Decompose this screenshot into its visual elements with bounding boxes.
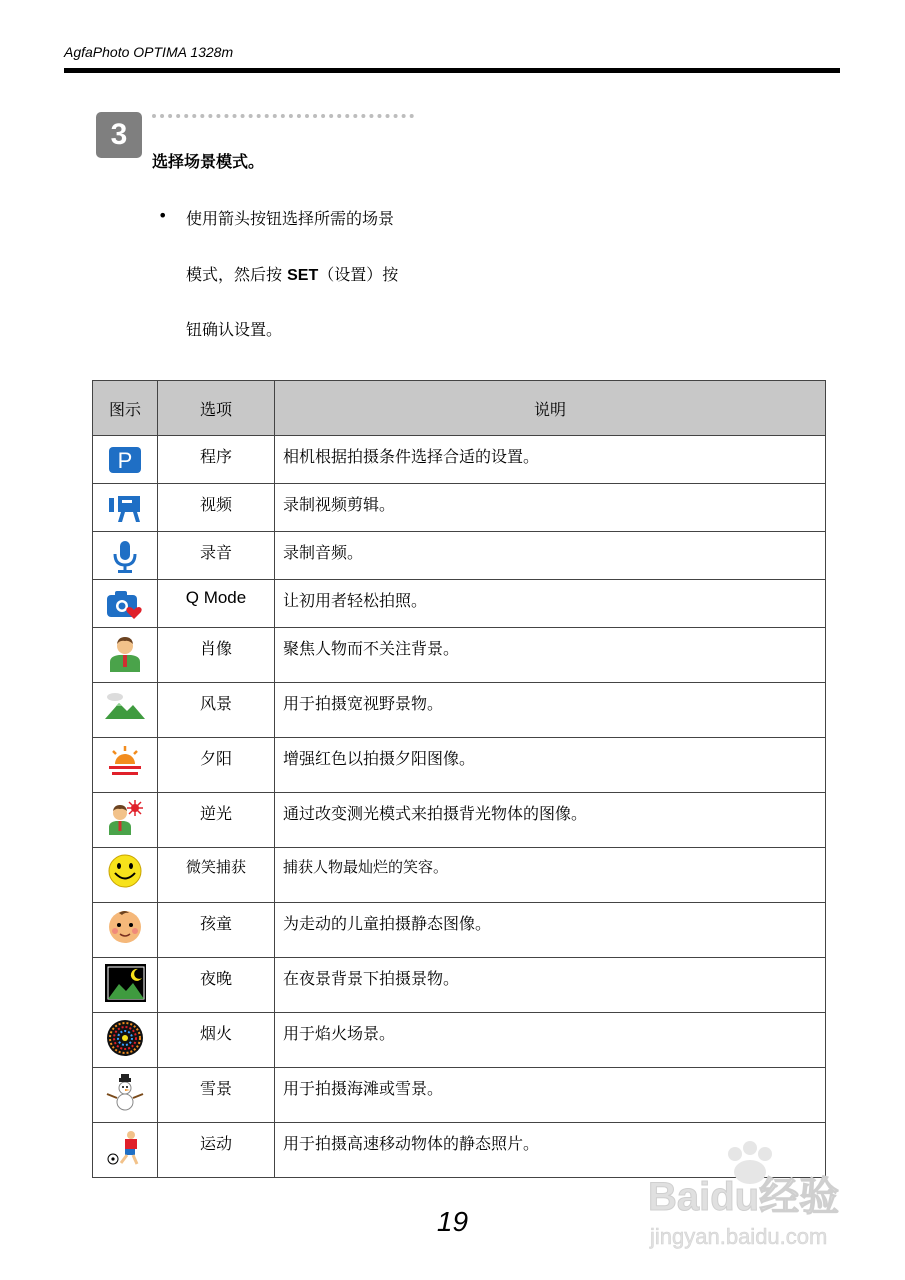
instruction-line-2-pre: 模式，然后按: [186, 265, 288, 284]
icon-cell: [93, 683, 158, 738]
desc-cell: 用于拍摄高速移动物体的静态照片。: [275, 1123, 826, 1178]
svg-text:P: P: [117, 448, 133, 473]
option-cell: 录音: [158, 532, 275, 580]
smile-icon: [105, 854, 145, 892]
desc-cell: 通过改变测光模式来拍摄背光物体的图像。: [275, 793, 826, 848]
option-cell: 夕阳: [158, 738, 275, 793]
table-row: [93, 1068, 826, 1123]
option-cell: 夜晚: [158, 958, 275, 1013]
icon-cell: [93, 848, 158, 903]
icon-cell: [93, 958, 158, 1013]
backlight-icon: [105, 799, 145, 837]
desc-cell: 聚焦人物而不关注背景。: [275, 628, 826, 683]
option-cell: 烟火: [158, 1013, 275, 1068]
desc-cell: 录制视频剪辑。: [275, 484, 826, 532]
night-icon: [104, 964, 146, 1002]
icon-cell: [93, 1123, 158, 1178]
page-number: 19: [436, 1206, 469, 1237]
video-camera-icon: [105, 490, 145, 528]
option-cell: 运动: [158, 1123, 275, 1178]
child-icon: [105, 909, 145, 947]
landscape-icon: [105, 689, 145, 727]
desc-cell: 用于拍摄宽视野景物。: [275, 683, 826, 738]
icon-cell: [93, 532, 158, 580]
table-row: [93, 484, 826, 532]
table-row: [93, 1013, 826, 1068]
table-row: [93, 738, 826, 793]
step-title: 选择场景模式。: [152, 152, 265, 171]
option-cell: 肖像: [158, 628, 275, 683]
header-rule: [64, 68, 840, 73]
table-row: [93, 436, 826, 484]
svg-text:jingyan.baidu.com: jingyan.baidu.com: [650, 1224, 828, 1249]
desc-cell: 让初用者轻松拍照。: [275, 580, 826, 628]
table-header-row: [93, 381, 826, 436]
option-cell: Q Mode: [158, 580, 275, 628]
desc-cell: 录制音频。: [275, 532, 826, 580]
option-cell: 逆光: [158, 793, 275, 848]
desc-cell: 在夜景背景下拍摄景物。: [275, 958, 826, 1013]
icon-cell: [93, 903, 158, 958]
table-row: [93, 628, 826, 683]
icon-cell: [93, 484, 158, 532]
step-number-badge: 3: [96, 112, 142, 158]
instruction-line-3: 钮确认设置。: [186, 320, 283, 339]
fireworks-icon: [105, 1019, 145, 1057]
table-row: [93, 683, 826, 738]
table-row: [93, 580, 826, 628]
option-cell: 视频: [158, 484, 275, 532]
icon-cell: [93, 628, 158, 683]
desc-cell: 相机根据拍摄条件选择合适的设置。: [275, 436, 826, 484]
option-cell: 风景: [158, 683, 275, 738]
desc-cell: 增强红色以拍摄夕阳图像。: [275, 738, 826, 793]
svg-text:Baidu经验: Baidu经验: [648, 1175, 840, 1219]
option-cell: 雪景: [158, 1068, 275, 1123]
camera-heart-icon: [105, 586, 145, 624]
instruction-line-2-post: （设置）按: [318, 265, 399, 284]
header-option: 选项: [158, 381, 275, 436]
program-p-icon: [105, 442, 145, 480]
document-header: AgfaPhoto OPTIMA 1328m: [64, 44, 234, 60]
scene-mode-table: [92, 380, 826, 1178]
sunset-icon: [105, 744, 145, 782]
header-desc: 说明: [275, 381, 826, 436]
desc-cell: 捕获人物最灿烂的笑容。: [275, 848, 826, 903]
icon-cell: [93, 1013, 158, 1068]
icon-cell: [93, 580, 158, 628]
microphone-icon: [105, 538, 145, 576]
icon-cell: [93, 436, 158, 484]
option-cell: 微笑捕获: [158, 848, 275, 903]
option-cell: 程序: [158, 436, 275, 484]
snow-icon: [105, 1074, 145, 1112]
table-row: [93, 532, 826, 580]
desc-cell: 用于焰火场景。: [275, 1013, 826, 1068]
header-icon: 图示: [93, 381, 158, 436]
icon-cell: [93, 1068, 158, 1123]
instruction-line-1: 使用箭头按钮选择所需的场景: [186, 209, 395, 228]
desc-cell: 为走动的儿童拍摄静态图像。: [275, 903, 826, 958]
sports-icon: [105, 1129, 145, 1167]
baidu-watermark-logo: [640, 1140, 860, 1260]
instruction-line-2: [186, 262, 398, 285]
desc-cell: 用于拍摄海滩或雪景。: [275, 1068, 826, 1123]
icon-cell: [93, 738, 158, 793]
portrait-icon: [105, 634, 145, 672]
table-row: [93, 793, 826, 848]
table-row: [93, 903, 826, 958]
option-cell: 孩童: [158, 903, 275, 958]
table-row: [93, 958, 826, 1013]
table-row: [93, 848, 826, 903]
set-key-label: SET: [287, 267, 319, 284]
icon-cell: [93, 793, 158, 848]
dotted-divider: [152, 114, 414, 118]
bullet-marker: •: [158, 206, 168, 225]
